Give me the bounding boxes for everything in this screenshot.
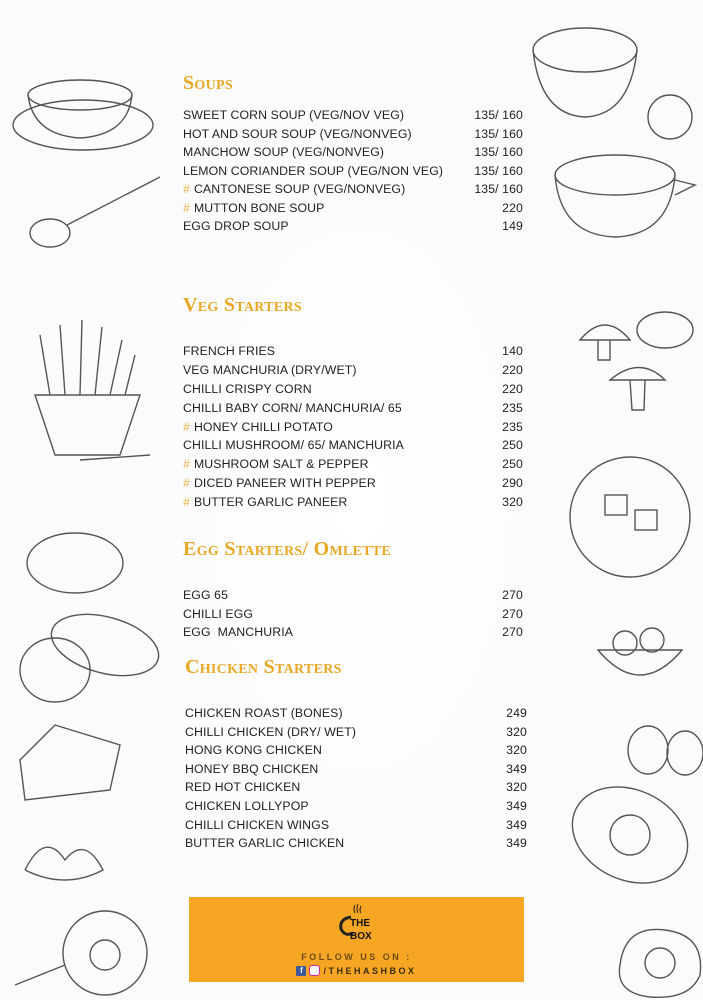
special-marker: # — [183, 200, 190, 215]
menu-item-price: 135/ 160 — [474, 182, 523, 196]
menu-item-label: MUTTON BONE SOUP — [193, 200, 325, 215]
menu-item-price: 270 — [502, 625, 523, 640]
menu-item-price: 320 — [502, 495, 523, 510]
menu-item — [183, 182, 523, 201]
menu-item — [183, 420, 523, 439]
menu-item-name — [183, 382, 312, 401]
menu-item — [185, 799, 527, 818]
menu-item-price: 149 — [502, 219, 523, 233]
bowl-illustration-icon — [525, 15, 645, 125]
pot-illustration-icon — [535, 135, 700, 245]
menu-item-name — [183, 164, 443, 183]
menu-item-price: 135/ 160 — [474, 163, 523, 178]
menu-item — [183, 438, 523, 457]
eggshell-illustration-icon — [15, 830, 110, 890]
corn-cob-illustration-icon — [10, 605, 160, 705]
frying-pan-illustration-icon — [10, 905, 150, 1000]
menu-item-price: 349 — [506, 761, 527, 776]
menu-item-price: 220 — [502, 381, 523, 396]
menu-item-label: CHILLI CRISPY CORN — [183, 381, 312, 396]
mushroom-illustration-icon — [570, 300, 700, 420]
menu-item — [183, 382, 523, 401]
menu-item-price: 320 — [506, 724, 527, 739]
menu-item-label: FRENCH FRIES — [183, 344, 276, 358]
menu-item — [183, 363, 523, 382]
menu-item-name — [185, 743, 322, 762]
menu-item-name — [183, 363, 357, 382]
menu-item-price: 349 — [506, 836, 527, 851]
social-handle[interactable] — [189, 965, 524, 976]
menu-item-name — [183, 588, 228, 607]
menu-item-price: 220 — [502, 362, 523, 377]
menu-item-label: VEG MANCHURIA (DRY/WET) — [183, 362, 357, 377]
menu-item-label: CHILLI CHICKEN WINGS — [185, 817, 330, 832]
menu-item-label: HONEY CHILLI POTATO — [193, 419, 333, 434]
follow-us-label: FOLLOW US ON : — [301, 952, 412, 962]
menu-item — [185, 706, 527, 725]
menu-item-label: LEMON CORIANDER SOUP (VEG/NON VEG) — [183, 163, 444, 178]
special-marker: # — [183, 476, 190, 491]
menu-item-price: 270 — [502, 606, 523, 621]
menu-item-label: BUTTER GARLIC PANEER — [193, 495, 348, 510]
fried-egg-illustration-icon — [610, 915, 703, 1000]
menu-item-label: HOT AND SOUR SOUP (VEG/NONVEG) — [183, 126, 412, 141]
menu-item-name — [183, 495, 347, 514]
menu-item-price: 250 — [502, 457, 523, 472]
menu-item-price: 320 — [506, 743, 527, 758]
menu-item-name — [183, 127, 412, 146]
soups-section — [183, 72, 523, 238]
veg-starters-section — [183, 294, 523, 514]
menu-item-name — [183, 607, 253, 626]
menu-item-name — [183, 219, 289, 238]
menu-item-label: SWEET CORN SOUP (VEG/NOV VEG) — [183, 108, 405, 122]
menu-item-price: 235 — [502, 419, 523, 434]
menu-item-price: 135/ 160 — [474, 145, 523, 159]
menu-item-price: 135/ 160 — [474, 108, 523, 122]
paneer-curry-illustration-icon — [560, 455, 700, 585]
footer-banner — [189, 897, 524, 982]
menu-item-name — [183, 182, 405, 201]
special-marker: # — [183, 182, 190, 196]
menu-item — [183, 401, 523, 420]
french-fries-illustration-icon — [10, 315, 160, 470]
menu-item — [183, 127, 523, 146]
menu-item-name — [183, 476, 376, 495]
menu-item-name — [185, 762, 318, 781]
special-marker: # — [183, 457, 190, 472]
instagram-icon[interactable] — [309, 965, 320, 976]
menu-item-label: BUTTER GARLIC CHICKEN — [185, 836, 345, 851]
menu-item-name — [183, 201, 324, 220]
menu-item-price: 270 — [502, 588, 523, 602]
menu-item-label: EGG DROP SOUP — [183, 219, 289, 233]
facebook-icon[interactable]: f — [296, 966, 306, 976]
menu-item-name — [185, 799, 309, 818]
menu-item — [183, 108, 523, 127]
menu-item-label: CHILLI BABY CORN/ MANCHURIA/ 65 — [183, 400, 402, 415]
menu-items — [185, 706, 527, 855]
menu-item-name — [183, 625, 293, 644]
menu-item-name — [185, 780, 300, 799]
menu-item-label: EGG 65 — [183, 588, 229, 602]
soup-bowl-illustration-icon — [8, 60, 168, 160]
menu-item-name — [183, 420, 333, 439]
menu-item-name — [183, 438, 404, 457]
menu-item-label: CHICKEN LOLLYPOP — [185, 798, 309, 813]
menu-item — [185, 818, 527, 837]
menu-item-price: 140 — [502, 344, 523, 358]
menu-item — [183, 457, 523, 476]
menu-item — [183, 495, 523, 514]
menu-item — [183, 164, 523, 183]
menu-item-name — [185, 818, 329, 837]
menu-item-price: 290 — [502, 476, 523, 491]
svg-text:THE: THE — [349, 918, 370, 929]
menu-item-price: 135/ 160 — [474, 126, 523, 141]
social-handle-text: /THEHASHBOX — [323, 965, 417, 976]
menu-item — [183, 344, 523, 363]
menu-item-price: 320 — [506, 780, 527, 795]
special-marker: # — [183, 419, 190, 434]
menu-item-label: CHICKEN ROAST (BONES) — [185, 706, 343, 720]
menu-item-label: CHILLI MUSHROOM/ 65/ MANCHURIA — [183, 438, 404, 453]
corn-kernels-illustration-icon — [20, 525, 130, 600]
menu-item-label: CHILLI EGG — [183, 606, 254, 621]
menu-item-label: HONG KONG CHICKEN — [185, 743, 322, 758]
menu-item-label: CANTONESE SOUP (VEG/NONVEG) — [193, 182, 406, 196]
spoon-illustration-icon — [15, 165, 175, 255]
menu-item — [185, 743, 527, 762]
section-title: Egg Starters/ Omlette — [183, 538, 392, 560]
menu-items — [183, 344, 523, 514]
menu-item-price: 235 — [502, 400, 523, 415]
menu-item — [183, 476, 523, 495]
menu-item-label: HONEY BBQ CHICKEN — [185, 761, 319, 776]
menu-item-name — [183, 145, 384, 164]
menu-item — [185, 836, 527, 855]
the-box-logo — [337, 903, 377, 945]
menu-items — [183, 108, 523, 238]
menu-item-name — [183, 401, 402, 420]
menu-item — [183, 219, 523, 238]
menu-item-label: RED HOT CHICKEN — [185, 780, 301, 795]
section-title: Veg Starters — [183, 294, 302, 316]
menu-item-price: 249 — [506, 706, 527, 720]
menu-item-label: EGG MANCHURIA — [183, 625, 294, 640]
menu-item-name — [185, 706, 343, 725]
menu-item — [183, 145, 523, 164]
menu-item-name — [185, 836, 344, 855]
menu-item-name — [183, 344, 275, 363]
menu-item — [183, 607, 523, 626]
menu-item — [185, 780, 527, 799]
svg-text:BOX: BOX — [349, 931, 372, 942]
avocado-illustration-icon — [560, 775, 700, 895]
menu-item-label: CHILLI CHICKEN (DRY/ WET) — [185, 724, 357, 739]
section-title: Soups — [183, 72, 233, 94]
menu-item — [183, 588, 523, 607]
menu-item-label: MUSHROOM SALT & PEPPER — [193, 457, 369, 472]
menu-item-price: 349 — [506, 817, 527, 832]
menu-item-name — [185, 725, 356, 744]
chicken-starters-section — [185, 656, 527, 855]
menu-items — [183, 588, 523, 644]
broccoli-bowl-illustration-icon — [590, 615, 690, 690]
egg-starters-section — [183, 538, 523, 644]
menu-item — [183, 625, 523, 644]
cheese-illustration-icon — [10, 710, 130, 810]
menu-item-price: 250 — [502, 438, 523, 453]
special-marker: # — [183, 495, 190, 510]
menu-item-price: 349 — [506, 798, 527, 813]
menu-item — [185, 762, 527, 781]
menu-item-label: DICED PANEER WITH PEPPER — [193, 476, 376, 491]
menu-item-price: 220 — [502, 200, 523, 215]
menu-item — [185, 725, 527, 744]
section-title: Chicken Starters — [185, 656, 342, 678]
menu-item-name — [183, 457, 369, 476]
menu-item — [183, 201, 523, 220]
menu-item-name — [183, 108, 404, 127]
menu-item-label: MANCHOW SOUP (VEG/NONVEG) — [183, 145, 385, 159]
